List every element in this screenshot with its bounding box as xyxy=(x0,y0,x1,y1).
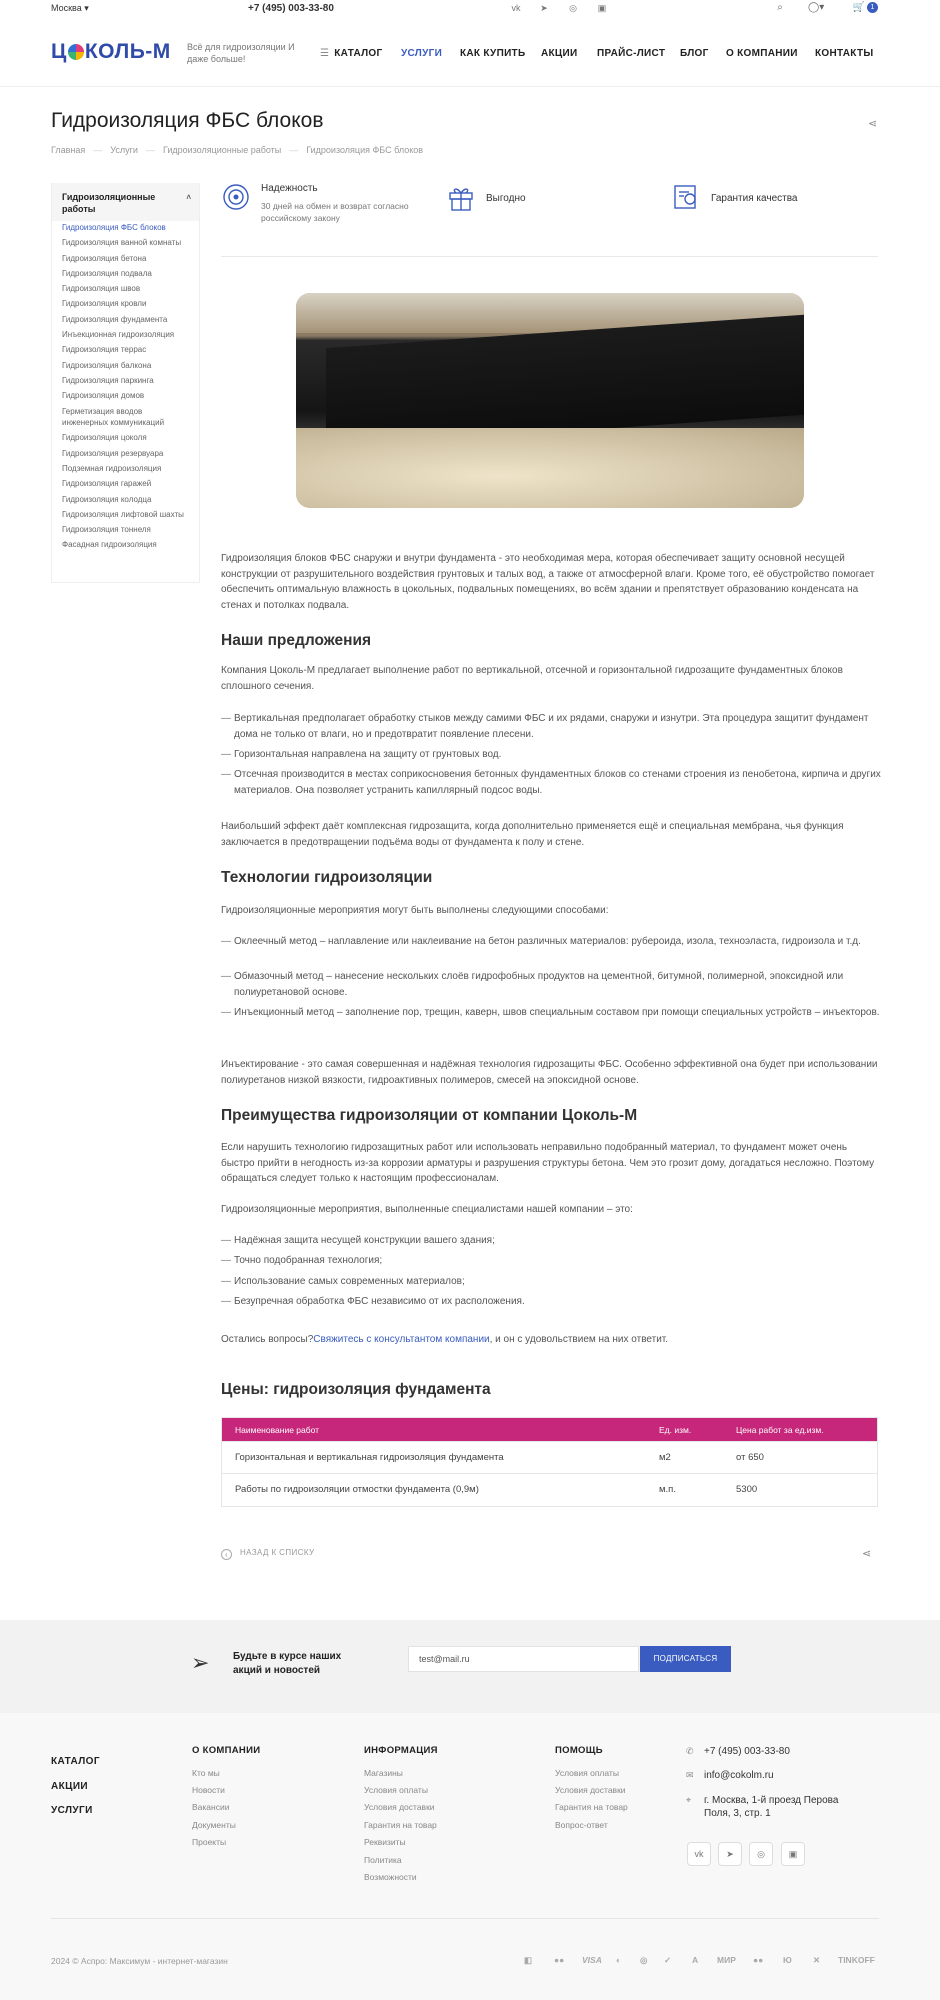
nav-catalog[interactable] xyxy=(320,48,382,59)
heading-advantages: Преимущества гидроизоляции от компании Цоколь-М xyxy=(221,1107,638,1124)
fbs-blocks-photo xyxy=(296,293,804,508)
footer-link[interactable]: Условия оплаты xyxy=(364,1785,428,1795)
table-header-cell: Наименование работ xyxy=(235,1425,320,1435)
card-icon: ●● xyxy=(753,1955,764,1965)
sidebar-item-houses[interactable]: Гидроизоляция домов xyxy=(62,391,145,401)
footer-column-title: О КОМПАНИИ xyxy=(192,1745,261,1756)
nav-services[interactable]: УСЛУГИ xyxy=(401,48,443,59)
sidebar-item-basement[interactable]: Гидроизоляция подвала xyxy=(62,268,152,278)
table-cell: м.п. xyxy=(659,1484,676,1495)
whatsapp-icon[interactable]: ◎ xyxy=(569,3,577,13)
feature-title: Гарантия качества xyxy=(711,193,798,204)
footer-column-title: ИНФОРМАЦИЯ xyxy=(364,1745,438,1756)
questions-text: Остались вопросы? xyxy=(221,1334,314,1345)
feature-subtitle: 30 дней на обмен и возврат согласно российскому закону xyxy=(261,201,409,223)
logo-ring-icon xyxy=(68,44,84,60)
logo[interactable] xyxy=(51,40,171,64)
tinkoff-icon: TINKOFF xyxy=(838,1955,875,1965)
yoomoney-icon: Ю xyxy=(783,1955,792,1965)
footer-email[interactable]: info@cokolm.ru xyxy=(704,1770,774,1781)
offers-paragraph: Компания Цоколь-М предлагает выполнение работ по вертикальной, отсечной и горизонтальной гидрозащите фундаментных блоков сплошного сечения. xyxy=(221,665,843,692)
advantages-paragraph: Если нарушить технологию гидрозащитных работ или использовать неправильно подобранный материал, то фундамент может очень быстро прийти в негодность из-за коррозии арматуры и разрушения структуры бетона. Чем это грозит дому, догадаться несложно. Поэтому обращаться следует только к настоящим профессионалам. xyxy=(221,1142,875,1184)
table-header-cell: Цена работ за ед.изм. xyxy=(736,1425,824,1435)
footer-link[interactable]: Магазины xyxy=(364,1768,403,1778)
mail-icon: ✉ xyxy=(686,1770,694,1780)
table-cell: 5300 xyxy=(736,1484,758,1495)
heading-technologies: Технологии гидроизоляции xyxy=(221,869,433,886)
advantages-list-item: — Использование самых современных материалов; xyxy=(221,1274,881,1290)
footer-link[interactable]: Кто мы xyxy=(192,1768,220,1778)
tech-list-item: — Обмазочный метод – нанесение нескольких слоёв гидрофобных продуктов на цементной, битумной, полимерной, эпоксидной или полиуретановой основе. xyxy=(221,969,881,1000)
target-icon xyxy=(221,182,251,212)
max-icon[interactable]: ▣ xyxy=(597,3,607,13)
phone-icon: ✆ xyxy=(686,1746,694,1756)
maestro-icon: ◐ xyxy=(616,1955,622,1965)
feature-title: Выгодно xyxy=(486,193,526,204)
mir-pay-icon: ◎ xyxy=(640,1955,648,1965)
sidebar-item-garages[interactable]: Гидроизоляция гаражей xyxy=(62,479,152,489)
logo-letter: Ц xyxy=(51,40,67,63)
table-cell: от 650 xyxy=(736,1452,764,1463)
footer-link[interactable]: Условия доставки xyxy=(555,1785,626,1795)
vk-icon[interactable]: vk xyxy=(511,3,521,13)
advantages-list-item: — Безупречная обработка ФБС независимо от их расположения. xyxy=(221,1294,881,1310)
share-icon[interactable]: ⋖ xyxy=(862,1548,872,1560)
tech-paragraph-2: Инъектирование - это самая совершенная и надёжная технология гидрозащиты ФБС. Особенно эффективной она будет при использовании полиуретанов низкой вязкости, гидроактивных полимеров, смесей на эпоксидной основе. xyxy=(221,1059,878,1086)
sidebar-item-seams[interactable]: Гидроизоляция швов xyxy=(62,284,141,294)
top-bar xyxy=(0,0,940,17)
sidebar-item-fbs[interactable]: Гидроизоляция ФБС блоков xyxy=(62,223,166,232)
table-cell: Горизонтальная и вертикальная гидроизоляция фундамента xyxy=(235,1452,504,1463)
mir-icon: МИР xyxy=(717,1955,736,1965)
questions-text-end: , и он с удовольствием на них ответит. xyxy=(489,1334,669,1345)
sidebar-item-elevator-shaft[interactable]: Гидроизоляция лифтовой шахты xyxy=(62,509,184,519)
consultant-link[interactable]: Свяжитесь с консультантом компании xyxy=(313,1334,490,1345)
subscribe-text: Будьте в курсе наших акций и новостей xyxy=(233,1651,342,1676)
breadcrumb-home[interactable]: Главная xyxy=(51,145,86,155)
sidebar-item-concrete[interactable]: Гидроизоляция бетона xyxy=(62,253,147,263)
heading-prices: Цены: гидроизоляция фундамента xyxy=(221,1381,491,1398)
breadcrumb-current: Гидроизоляция ФБС блоков xyxy=(306,145,424,155)
offers-list-item: — Горизонтальная направлена на защиту от грунтовых вод. xyxy=(221,747,881,763)
advantages-list-item: — Надёжная защита несущей конструкции вашего здания; xyxy=(221,1233,881,1249)
footer-services-link[interactable]: УСЛУГИ xyxy=(51,1805,93,1816)
advantages-list-item: — Точно подобранная технология; xyxy=(221,1253,881,1269)
table-cell: Работы по гидроизоляции отмостки фундамента (0,9м) xyxy=(235,1484,479,1495)
footer-link[interactable]: Вопрос-ответ xyxy=(555,1820,608,1830)
qiwi-icon: ✕ xyxy=(813,1955,821,1965)
footer-column-title: ПОМОЩЬ xyxy=(555,1745,603,1756)
chevron-up-icon: ˄ xyxy=(186,193,191,202)
nav-promotions[interactable]: АКЦИИ xyxy=(541,48,578,59)
offers-list-item: — Отсечная производится в местах соприкосновения бетонных фундаментных блоков со стенами строения из пенобетона, кирпича и других материалов. Она позволяет устранить капиллярный подсос воды. xyxy=(221,767,881,798)
sidebar-item-terraces[interactable]: Гидроизоляция террас xyxy=(62,345,147,355)
back-to-list-link[interactable] xyxy=(221,1548,314,1560)
table-row xyxy=(222,1442,877,1474)
nav-blog[interactable]: БЛОГ xyxy=(680,48,709,59)
nav-contacts[interactable]: КОНТАКТЫ xyxy=(815,48,874,59)
sidebar xyxy=(51,183,200,583)
sidebar-item-parking[interactable]: Гидроизоляция паркинга xyxy=(62,375,154,385)
offers-paragraph-2: Наибольший эффект даёт комплексная гидрозащита, когда дополнительно применяется ещё и специальная мембрана, чья функция заключается в предотвращении подъёма воды от фундамента к полу и стене. xyxy=(221,821,844,848)
sidebar-item-utility-inputs[interactable]: Герметизация вводов инженерных коммуникаций xyxy=(62,406,165,428)
alfa-icon: A xyxy=(692,1955,699,1965)
vk-icon[interactable]: vk xyxy=(687,1842,711,1866)
whatsapp-icon[interactable]: ◎ xyxy=(749,1842,773,1866)
telegram-icon[interactable]: ➤ xyxy=(718,1842,742,1866)
nav-about[interactable]: О КОМПАНИИ xyxy=(726,48,798,59)
page-title: Гидроизоляция ФБС блоков xyxy=(51,109,324,132)
footer-link[interactable]: Политика xyxy=(364,1855,402,1865)
certificate-icon xyxy=(671,182,701,212)
breadcrumb-services[interactable]: Услуги xyxy=(110,145,138,155)
nav-price-list[interactable]: ПРАЙС-ЛИСТ xyxy=(597,48,666,59)
table-cell: м2 xyxy=(659,1452,671,1463)
sidebar-item-injection[interactable]: Инъекционная гидроизоляция xyxy=(62,330,175,340)
back-label: НАЗАД К СПИСКУ xyxy=(240,1548,315,1557)
sidebar-item-facade[interactable]: Фасадная гидроизоляция xyxy=(62,540,157,550)
footer-link[interactable]: Условия доставки xyxy=(364,1802,435,1812)
paper-plane-icon: ➢ xyxy=(191,1650,210,1675)
footer-phone[interactable]: +7 (495) 003-33-80 xyxy=(704,1746,790,1757)
table-row xyxy=(222,1474,877,1506)
city-label: Москва xyxy=(51,3,82,13)
table-header-cell: Ед. изм. xyxy=(659,1425,692,1435)
sidebar-item-balcony[interactable]: Гидроизоляция балкона xyxy=(62,360,152,370)
sidebar-item-plinth[interactable]: Гидроизоляция цоколя xyxy=(62,433,147,443)
footer-link[interactable]: Гарантия на товар xyxy=(555,1802,628,1812)
footer-link[interactable]: Возможности xyxy=(364,1872,417,1882)
user-icon[interactable]: ◯▾ xyxy=(808,2,825,13)
cart-icon[interactable]: 🛒 xyxy=(852,2,866,13)
intro-paragraph: Гидроизоляция блоков ФБС снаружи и внутри фундамента - это необходимая мера, которая обеспечивает защиту основной несущей конструкции от разрушительного воздействия грунтовых и талых вод, а также от атмосферной влаги. Кроме того, её обустройство помогает обеспечить оптимальную влажность в цокольных, подвальных помещениях, во всём здании и препятствует образованию конденсата на стенах и потолках подвала. xyxy=(221,553,875,611)
tech-paragraph: Гидроизоляционные мероприятия могут быть выполнены следующими способами: xyxy=(221,905,609,916)
price-table xyxy=(221,1417,878,1507)
search-icon[interactable]: ⌕ xyxy=(777,2,783,13)
breadcrumb-separator: — xyxy=(145,145,155,155)
nav-label: КАТАЛОГ xyxy=(334,48,383,59)
footer-link[interactable]: Проекты xyxy=(192,1837,227,1847)
footer-link[interactable]: Новости xyxy=(192,1785,225,1795)
sidebar-item-underground[interactable]: Подземная гидроизоляция xyxy=(62,463,162,473)
photo-sand xyxy=(296,428,804,508)
arrow-left-icon: ‹ xyxy=(221,1549,232,1560)
footer-link[interactable]: Условия оплаты xyxy=(555,1768,619,1778)
sidebar-item-bathroom[interactable]: Гидроизоляция ванной комнаты xyxy=(62,238,182,248)
subscribe-button[interactable]: ПОДПИСАТЬСЯ xyxy=(640,1646,731,1672)
sidebar-list xyxy=(52,221,199,551)
visa-icon: VISA xyxy=(582,1955,602,1965)
heading-offers: Наши предложения xyxy=(221,632,372,649)
top-phone[interactable]: +7 (495) 003-33-80 xyxy=(248,3,334,14)
email-field[interactable]: test@mail.ru xyxy=(408,1646,639,1672)
table-header-row xyxy=(222,1418,877,1442)
max-icon[interactable]: ▣ xyxy=(781,1842,805,1866)
sidebar-heading[interactable] xyxy=(52,183,199,221)
city-selector[interactable]: Москва ▾ xyxy=(51,3,89,13)
copyright: 2024 © Аспро: Максимум - интернет-магазин xyxy=(51,1956,228,1966)
sidebar-item-reservoir[interactable]: Гидроизоляция резервуара xyxy=(62,448,164,458)
mastercard-icon: ●● xyxy=(554,1955,565,1965)
logo-text: КОЛЬ-М xyxy=(84,40,171,63)
sidebar-heading-label: Гидроизоляционные работы xyxy=(62,192,156,214)
tech-list-item: — Оклеечный метод – наплавление или наклеивание на бетон различных материалов: рубероида, изола, технoэласта, гидроизола и т.д. xyxy=(221,934,881,950)
footer-link[interactable]: Документы xyxy=(192,1820,236,1830)
subscribe-section xyxy=(0,1620,940,1713)
footer-promotions-link[interactable]: АКЦИИ xyxy=(51,1781,89,1792)
check-pay-icon: ✓ xyxy=(664,1955,672,1965)
menu-icon: ☰ xyxy=(320,48,330,59)
breadcrumb xyxy=(51,145,423,155)
footer-link[interactable]: Вакансии xyxy=(192,1802,230,1812)
sidebar-item-roof[interactable]: Гидроизоляция кровли xyxy=(62,299,147,309)
footer-divider xyxy=(51,1918,879,1919)
gift-icon xyxy=(446,182,476,212)
telegram-icon[interactable]: ➤ xyxy=(540,3,548,13)
sidebar-item-tunnel[interactable]: Гидроизоляция тоннеля xyxy=(62,525,151,535)
tech-list-item: — Инъекционный метод – заполнение пор, трещин, каверн, швов специальным составом при помощи специальных устройств – инъекторов. xyxy=(221,1005,881,1021)
divider xyxy=(221,256,878,257)
sidebar-item-well[interactable]: Гидроизоляция колодца xyxy=(62,494,152,504)
breadcrumb-works[interactable]: Гидроизоляционные работы xyxy=(162,145,282,155)
footer-address: г. Москва, 1-й проезд Перова Поля, 3, стр. 1 xyxy=(704,1795,839,1819)
header xyxy=(0,17,940,87)
breadcrumb-separator: — xyxy=(289,145,299,155)
advantages-paragraph-2: Гидроизоляционные мероприятия, выполненные специалистами нашей компании – это: xyxy=(221,1204,633,1215)
breadcrumb-separator: — xyxy=(93,145,103,155)
share-icon[interactable]: ⋖ xyxy=(868,118,878,130)
footer-link[interactable]: Гарантия на товар xyxy=(364,1820,437,1830)
nav-how-to-buy[interactable]: КАК КУПИТЬ xyxy=(460,48,526,59)
offers-list-item: — Вертикальная предполагает обработку стыков между самими ФБС и их рядами, снаружи и изнутри. Эта процедура защитит фундамент дома не только от влаги, но и предотвратит появление плесени. xyxy=(221,711,881,742)
sbp-icon: ◧ xyxy=(524,1955,533,1965)
footer-link[interactable]: Реквизиты xyxy=(364,1837,406,1847)
questions-paragraph xyxy=(221,1332,881,1348)
cart-count-badge: 1 xyxy=(867,2,878,13)
location-icon: ⌖ xyxy=(686,1795,692,1805)
feature-title: Надежность xyxy=(261,183,318,194)
sidebar-item-foundation[interactable]: Гидроизоляция фундамента xyxy=(62,314,168,324)
footer-catalog-link[interactable]: КАТАЛОГ xyxy=(51,1756,100,1767)
slogan: Всё для гидроизоляции И даже больше! xyxy=(187,42,295,64)
